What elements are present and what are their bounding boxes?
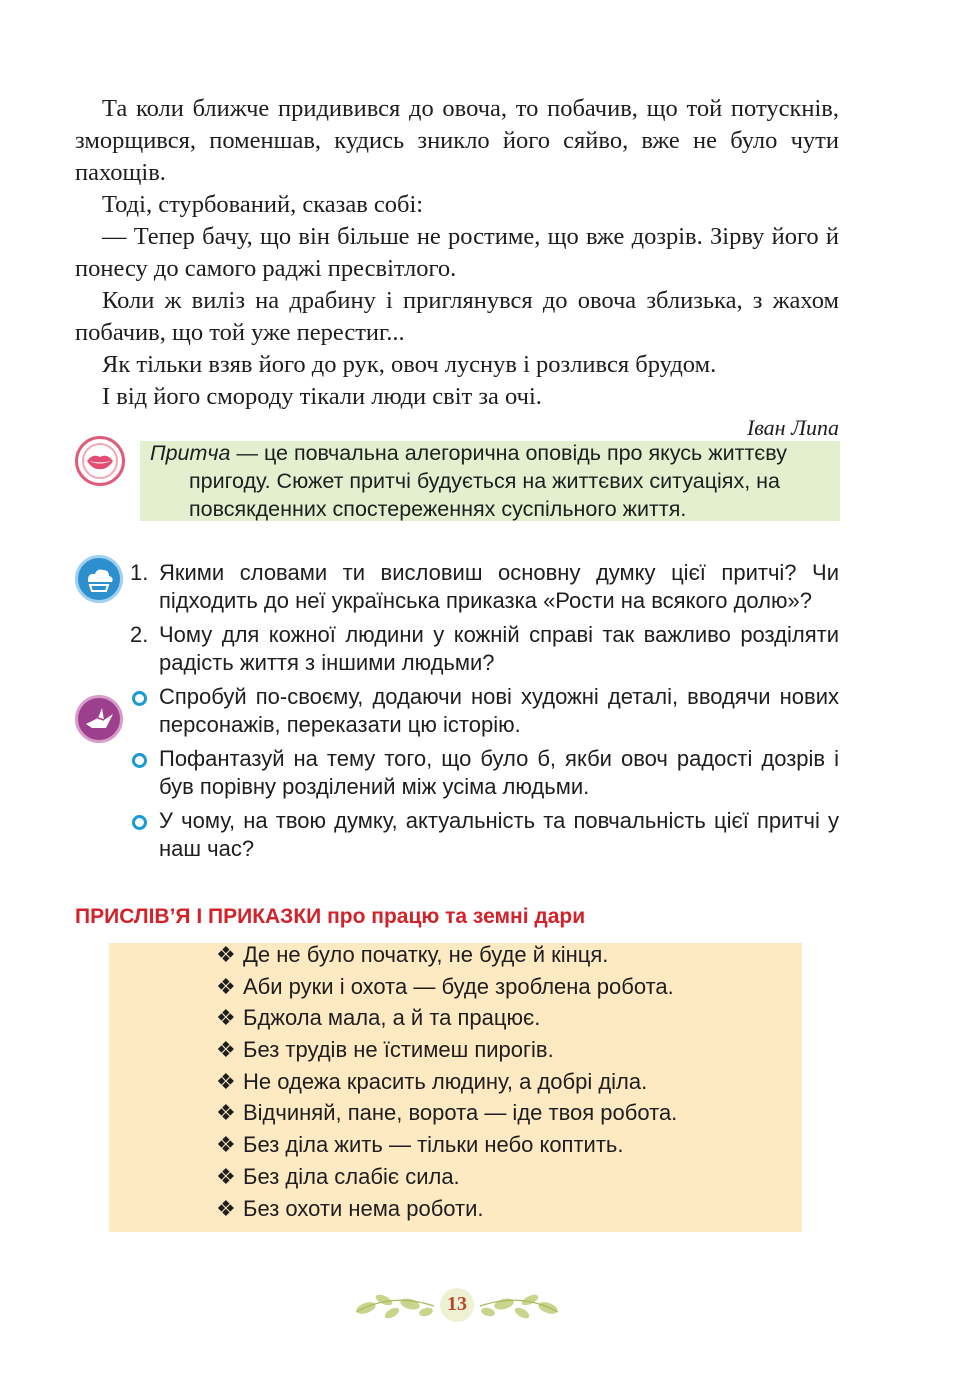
proverb-text: Аби руки і охота — буде зроблена робота.	[243, 973, 674, 999]
question-text: Якими словами ти висловиш основну думку цієї притчі? Чи підходить до неї українська приказка «Рости на всякого долю»?	[159, 560, 839, 613]
task-item	[130, 807, 839, 863]
proverb-item	[216, 1002, 677, 1034]
diamond-bullet-icon: ❖	[216, 1005, 236, 1031]
task-text: Спробуй по-своєму, додаючи нові художні деталі, вводячи нових персонажів, переказати цю історію.	[159, 684, 839, 737]
story-paragraph: Як тільки взяв його до рук, овоч луснув і розлився брудом.	[102, 351, 717, 378]
definition-first-line: — це повчальна алегорична оповідь про якусь життєву	[230, 441, 787, 465]
proverbs-heading-caps: ПРИСЛІВ’Я І ПРИКАЗКИ	[75, 905, 322, 928]
story-paragraph: І від його смороду тікали люди світ за очі.	[102, 383, 542, 410]
diamond-bullet-icon: ❖	[216, 1100, 236, 1126]
proverb-item	[216, 939, 677, 971]
proverb-item	[216, 1193, 677, 1225]
task-item	[130, 745, 839, 801]
proverb-text: Відчиняй, пане, ворота — іде твоя робота.	[243, 1100, 678, 1126]
proverbs-heading-rest: про працю та земні дари	[321, 905, 586, 928]
question-number: 2.	[130, 622, 149, 647]
diamond-bullet-icon: ❖	[216, 1068, 236, 1094]
story-paragraph: Коли ж виліз на драбину і приглянувся до овоча зблизька, з жахом побачив, що той уже перестиг...	[75, 287, 839, 346]
question-number: 1.	[130, 560, 149, 585]
circle-bullet-icon	[132, 815, 147, 830]
proverb-text: Без охоти нема роботи.	[243, 1195, 484, 1221]
task-text: У чому, на твою думку, актуальність та повчальність цієї притчі у наш час?	[159, 808, 839, 861]
proverb-item	[216, 1034, 677, 1066]
definition-text	[150, 439, 838, 523]
question-item	[130, 621, 839, 677]
diamond-bullet-icon: ❖	[216, 1132, 236, 1158]
definition-term: Притча	[150, 441, 231, 465]
proverb-text: Без діла слабіє сила.	[243, 1163, 460, 1189]
proverb-text: Без діла жить — тільки небо коптить.	[243, 1132, 624, 1158]
circle-bullet-icon	[132, 753, 147, 768]
proverbs-heading	[75, 905, 585, 929]
proverb-text: Без трудів не їстимеш пирогів.	[243, 1037, 554, 1063]
circle-bullet-icon	[132, 691, 147, 706]
cloud-hand-icon	[75, 555, 123, 603]
proverb-item	[216, 1129, 677, 1161]
diamond-bullet-icon: ❖	[216, 1195, 236, 1221]
proverb-text: Де не було початку, не буде й кінця.	[243, 942, 609, 967]
question-text: Чому для кожної людини у кожній справі так важливо розділяти радість життя з іншими людьми?	[159, 622, 839, 675]
task-text: Пофантазуй на тему того, що було б, якби овоч радості дозрів і був порівну розділений між усіма людьми.	[159, 746, 839, 799]
paper-crane-icon	[75, 695, 123, 743]
proverbs-list	[216, 939, 677, 1224]
diamond-bullet-icon: ❖	[216, 973, 236, 999]
lips-icon	[75, 436, 125, 486]
story-paragraph: Та коли ближче придивився до овоча, то побачив, що той потускнів, зморщився, поменшав, кудись зникло його сяйво, вже не було чути пахощів.	[75, 95, 839, 186]
proverb-item	[216, 1066, 677, 1098]
page-footer	[352, 1284, 562, 1326]
diamond-bullet-icon: ❖	[216, 1037, 236, 1063]
definition-continuation: пригоду. Сюжет притчі будується на життєвих ситуаціях, на повсякденних спостереженнях суспільного життя.	[189, 469, 780, 521]
diamond-bullet-icon: ❖	[216, 1163, 236, 1189]
question-item	[130, 559, 839, 615]
proverb-text: Не одежа красить людину, а добрі діла.	[243, 1068, 648, 1094]
diamond-bullet-icon: ❖	[216, 942, 236, 967]
task-item	[130, 683, 839, 739]
proverb-item	[216, 1161, 677, 1193]
story-text	[75, 93, 839, 443]
proverb-text: Бджола мала, а й та працює.	[243, 1005, 541, 1031]
questions-section	[130, 559, 839, 869]
story-paragraph: Тоді, стурбований, сказав собі:	[102, 191, 424, 218]
author-signature: Іван Липа	[746, 415, 839, 440]
story-paragraph: — Тепер бачу, що він більше не ростиме, що вже дозрів. Зірву його й понесу до самого раджі пресвітлого.	[75, 223, 839, 282]
page-number: 13	[447, 1293, 467, 1315]
proverb-item	[216, 1097, 677, 1129]
proverb-item	[216, 971, 677, 1003]
